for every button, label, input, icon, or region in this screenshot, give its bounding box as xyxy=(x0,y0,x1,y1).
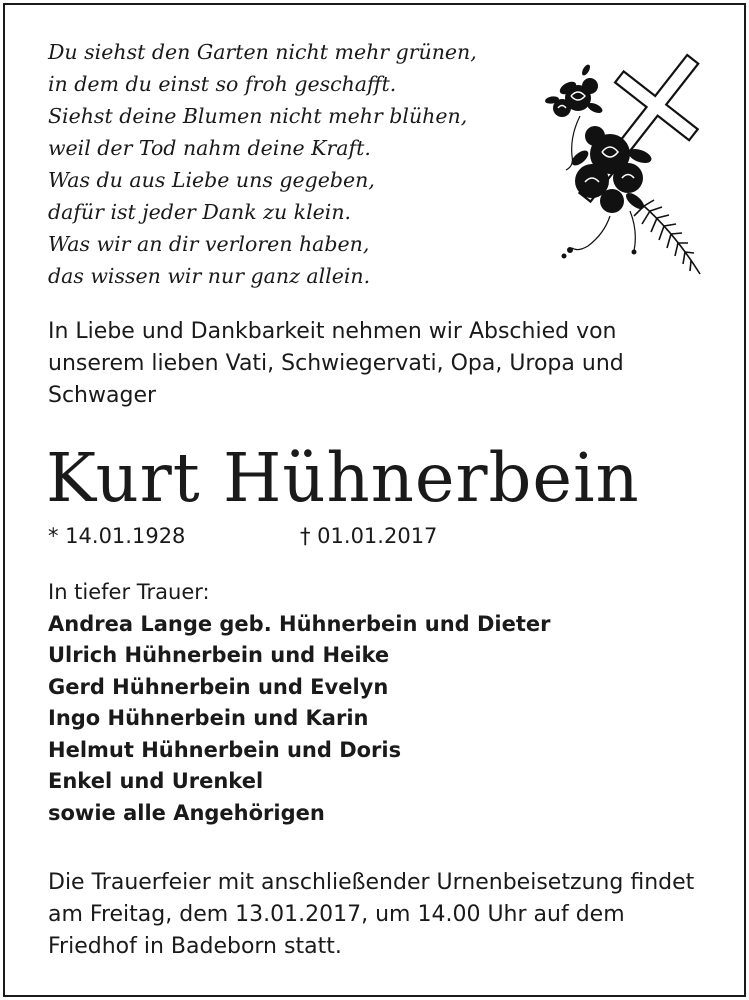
birth-date: * 14.01.1928 xyxy=(48,524,186,548)
service-info: Die Trauerfeier mit anschließender Urnenbeisetzung findet am Freitag, dem 13.01.2017, um 14.00 Uhr auf dem Friedhof in Badeborn statt. xyxy=(48,870,695,959)
poem xyxy=(48,36,477,292)
mourner-name: Helmut Hühnerbein und Doris xyxy=(48,737,402,762)
mourner-name: sowie alle Angehörigen xyxy=(48,800,325,825)
poem-line: Siehst deine Blumen nicht mehr blühen, xyxy=(48,104,468,128)
intro-text: In Liebe und Dankbarkeit nehmen wir Abschied von unserem lieben Vati, Schwiegervati, Opa, Uropa und Schwager xyxy=(48,319,624,408)
mourner-name: Ingo Hühnerbein und Karin xyxy=(48,706,369,730)
poem-line: dafür ist jeder Dank zu klein. xyxy=(48,200,352,224)
poem-line: weil der Tod nahm deine Kraft. xyxy=(48,136,371,160)
mourner-name: Andrea Lange geb. Hühnerbein und Dieter xyxy=(48,611,551,636)
mourners-heading: In tiefer Trauer: xyxy=(48,580,210,604)
poem-line: Was wir an dir verloren haben, xyxy=(48,232,370,256)
poem-line: in dem du einst so froh geschafft. xyxy=(48,72,397,96)
mourner-name: Ulrich Hühnerbein und Heike xyxy=(48,643,390,667)
mourner-name: Gerd Hühnerbein und Evelyn xyxy=(48,674,389,699)
cross-with-roses-icon xyxy=(540,36,710,286)
life-dates xyxy=(48,522,438,550)
poem-line: Was du aus Liebe uns gegeben, xyxy=(48,168,375,192)
mourners-list xyxy=(48,609,551,830)
deceased-name: Kurt Hühnerbein xyxy=(46,439,640,517)
poem-line: das wissen wir nur ganz allein. xyxy=(48,264,371,288)
mourner-name: Enkel und Urenkel xyxy=(48,769,264,793)
death-date: † 01.01.2017 xyxy=(300,524,438,548)
poem-line: Du siehst den Garten nicht mehr grünen, xyxy=(48,40,477,64)
mourners-block xyxy=(48,577,551,829)
